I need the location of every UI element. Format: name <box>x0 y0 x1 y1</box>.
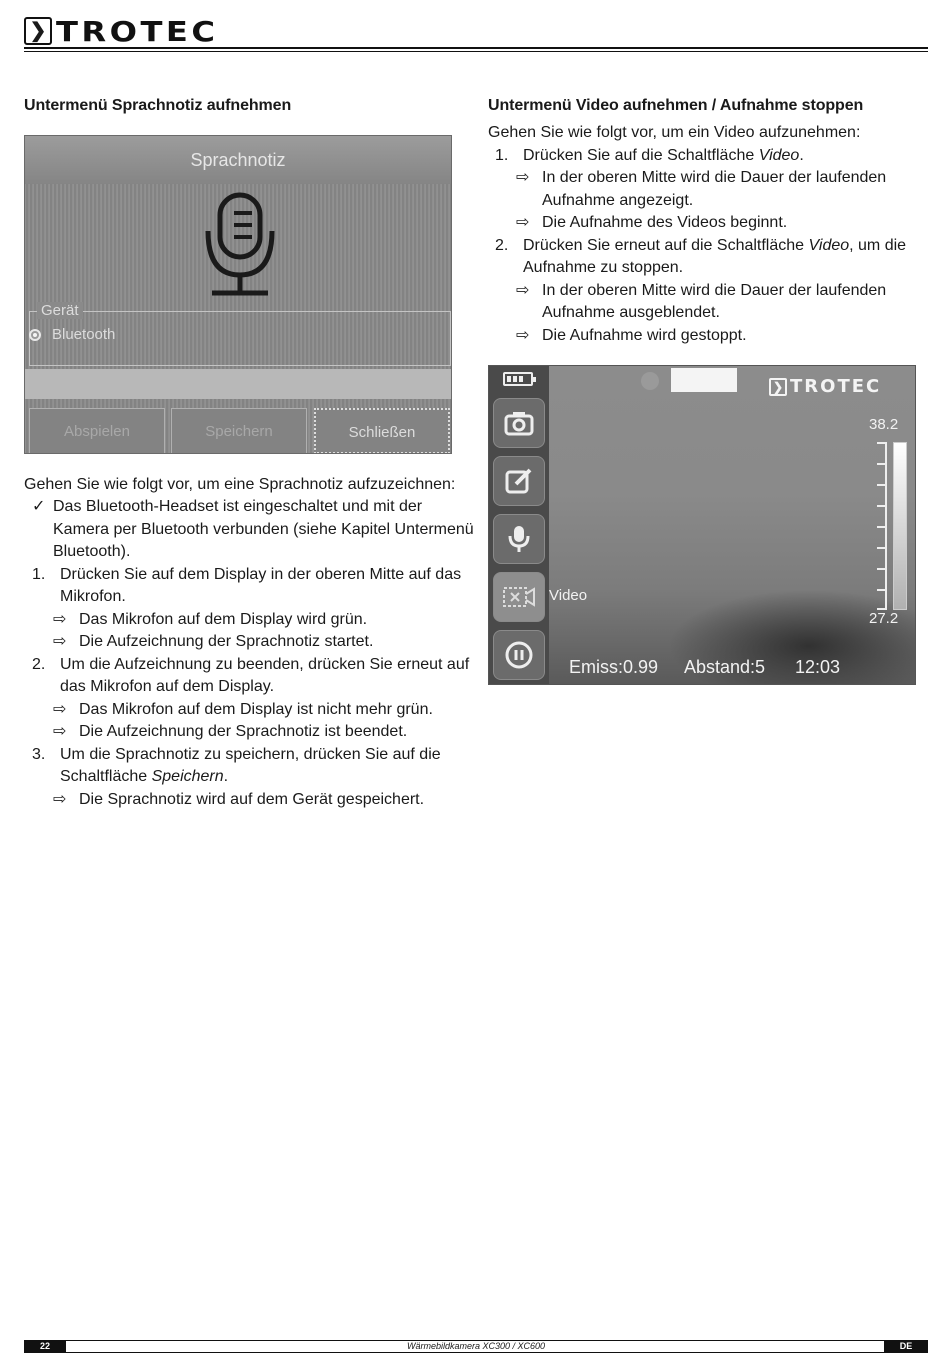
video-button[interactable] <box>493 572 545 622</box>
bluetooth-radio[interactable] <box>29 329 41 341</box>
pause-button[interactable] <box>493 630 545 680</box>
scale-tick <box>877 484 887 486</box>
distance-readout: Abstand:5 <box>684 657 766 677</box>
step-number: 1. <box>495 146 509 164</box>
scale-tick <box>877 463 887 465</box>
thermal-camera-screen <box>488 365 916 685</box>
result-text: In der oberen Mitte wird die Dauer der laufenden <box>542 169 887 186</box>
left-intro: Gehen Sie wie folgt vor, um eine Sprachnotiz aufzuzeichnen: <box>24 476 456 493</box>
step-text: Drücken Sie auf die Schaltfläche Video. <box>523 146 804 164</box>
step-text: Um die Sprachnotiz zu speichern, drücken Sie auf die <box>60 745 441 763</box>
logo-chevron-icon: ❯ <box>24 17 52 45</box>
step-text: Schaltfläche Speichern. <box>60 768 229 785</box>
progress-strip <box>25 369 451 399</box>
camera-button[interactable] <box>493 398 545 448</box>
step-number: 2. <box>32 655 46 673</box>
result-arrow-icon: ⇨ <box>53 700 67 718</box>
right-heading: Untermenü Video aufnehmen / Aufnahme stoppen <box>488 97 864 114</box>
scale-tick <box>877 547 887 549</box>
emissivity-readout: Emiss:0.99 <box>569 657 659 677</box>
check-text-line-1: Das Bluetooth-Headset ist eingeschaltet und mit der <box>53 498 423 515</box>
result-text: Aufnahme angezeigt. <box>542 191 694 209</box>
record-indicator-icon <box>641 372 659 390</box>
check-text-line-2: Kamera per Bluetooth verbunden (siehe Kapitel Untermenü <box>53 520 474 538</box>
logo-chevron-icon: ❯ <box>769 378 787 396</box>
clock-readout: 12:03 <box>795 657 841 677</box>
edit-icon <box>504 466 534 496</box>
scale-max-value: 38.2 <box>869 416 899 433</box>
microphone-icon <box>507 524 531 554</box>
step-text: Mikrofon. <box>60 588 126 605</box>
header-rule-thin <box>24 51 928 52</box>
battery-icon <box>503 372 533 386</box>
result-arrow-icon: ⇨ <box>516 214 530 231</box>
dialog-title: Sprachnotiz <box>25 136 451 184</box>
camera-trotec-logo: ❯ TROTEC <box>769 376 881 397</box>
result-text: Die Aufzeichnung der Sprachnotiz ist beendet. <box>79 723 408 740</box>
video-label: Video <box>549 587 588 604</box>
page-number: 22 <box>24 1341 66 1352</box>
page-footer <box>24 1340 928 1353</box>
result-text: Die Sprachnotiz wird auf dem Gerät gespeichert. <box>79 790 425 808</box>
step-number: 1. <box>32 565 46 583</box>
step-text: das Mikrofon auf dem Display. <box>60 678 275 695</box>
result-text: In der oberen Mitte wird die Dauer der laufenden <box>542 281 887 299</box>
step-number: 3. <box>32 745 46 763</box>
temperature-scale-bar <box>893 442 907 610</box>
footer-title: Wärmebildkamera XC300 / XC600 <box>406 1341 546 1351</box>
step-text: Drücken Sie erneut auf die Schaltfläche Video, um die <box>523 236 907 254</box>
step-text: Um die Aufzeichnung zu beenden, drücken Sie erneut auf <box>60 655 470 673</box>
scale-tick <box>877 568 887 570</box>
scale-tick <box>877 526 887 528</box>
result-text: Aufnahme ausgeblendet. <box>542 304 720 321</box>
result-text: Das Mikrofon auf dem Display ist nicht mehr grün. <box>79 700 433 718</box>
scale-tick <box>877 589 887 591</box>
step-text: Aufnahme zu stoppen. <box>523 259 684 276</box>
microphone-icon[interactable] <box>200 191 280 301</box>
scale-min-value: 27.2 <box>869 610 899 627</box>
result-text: Die Aufnahme des Videos beginnt. <box>542 214 788 231</box>
right-intro: Gehen Sie wie folgt vor, um ein Video aufzunehmen: <box>488 124 861 141</box>
result-arrow-icon: ⇨ <box>53 723 67 740</box>
recording-duration-box <box>671 368 737 392</box>
result-arrow-icon: ⇨ <box>53 610 67 628</box>
step-number: 2. <box>495 236 509 254</box>
result-text: Das Mikrofon auf dem Display wird grün. <box>79 610 368 628</box>
left-heading: Untermenü Sprachnotiz aufnehmen <box>24 97 292 114</box>
check-marker: ✓ <box>32 498 46 515</box>
device-group-label: Gerät <box>37 302 83 319</box>
sprachnotiz-dialog <box>24 135 452 454</box>
result-text: Die Aufzeichnung der Sprachnotiz startet. <box>79 633 374 650</box>
language-code: DE <box>884 1341 928 1352</box>
video-off-icon <box>502 584 536 610</box>
bluetooth-radio-label: Bluetooth <box>52 326 116 343</box>
logo-text: TROTEC <box>56 14 219 48</box>
result-text: Die Aufnahme wird gestoppt. <box>542 326 747 344</box>
step-text: Drücken Sie auf dem Display in der oberen Mitte auf das <box>60 565 462 583</box>
schliessen-button[interactable]: Schließen <box>314 408 450 454</box>
header-rule <box>24 47 928 49</box>
result-arrow-icon: ⇨ <box>53 633 67 650</box>
edit-button[interactable] <box>493 456 545 506</box>
trotec-logo <box>24 14 219 48</box>
scale-tick <box>877 442 887 444</box>
pause-icon <box>504 640 534 670</box>
speichern-button[interactable]: Speichern <box>171 408 307 454</box>
result-arrow-icon: ⇨ <box>516 281 530 299</box>
result-arrow-icon: ⇨ <box>516 169 530 186</box>
microphone-button[interactable] <box>493 514 545 564</box>
abspielen-button[interactable]: Abspielen <box>29 408 165 454</box>
scale-tick <box>877 505 887 507</box>
check-text-line-3: Bluetooth). <box>53 543 131 560</box>
result-arrow-icon: ⇨ <box>53 790 67 808</box>
camera-icon <box>504 410 534 436</box>
result-arrow-icon: ⇨ <box>516 326 530 344</box>
